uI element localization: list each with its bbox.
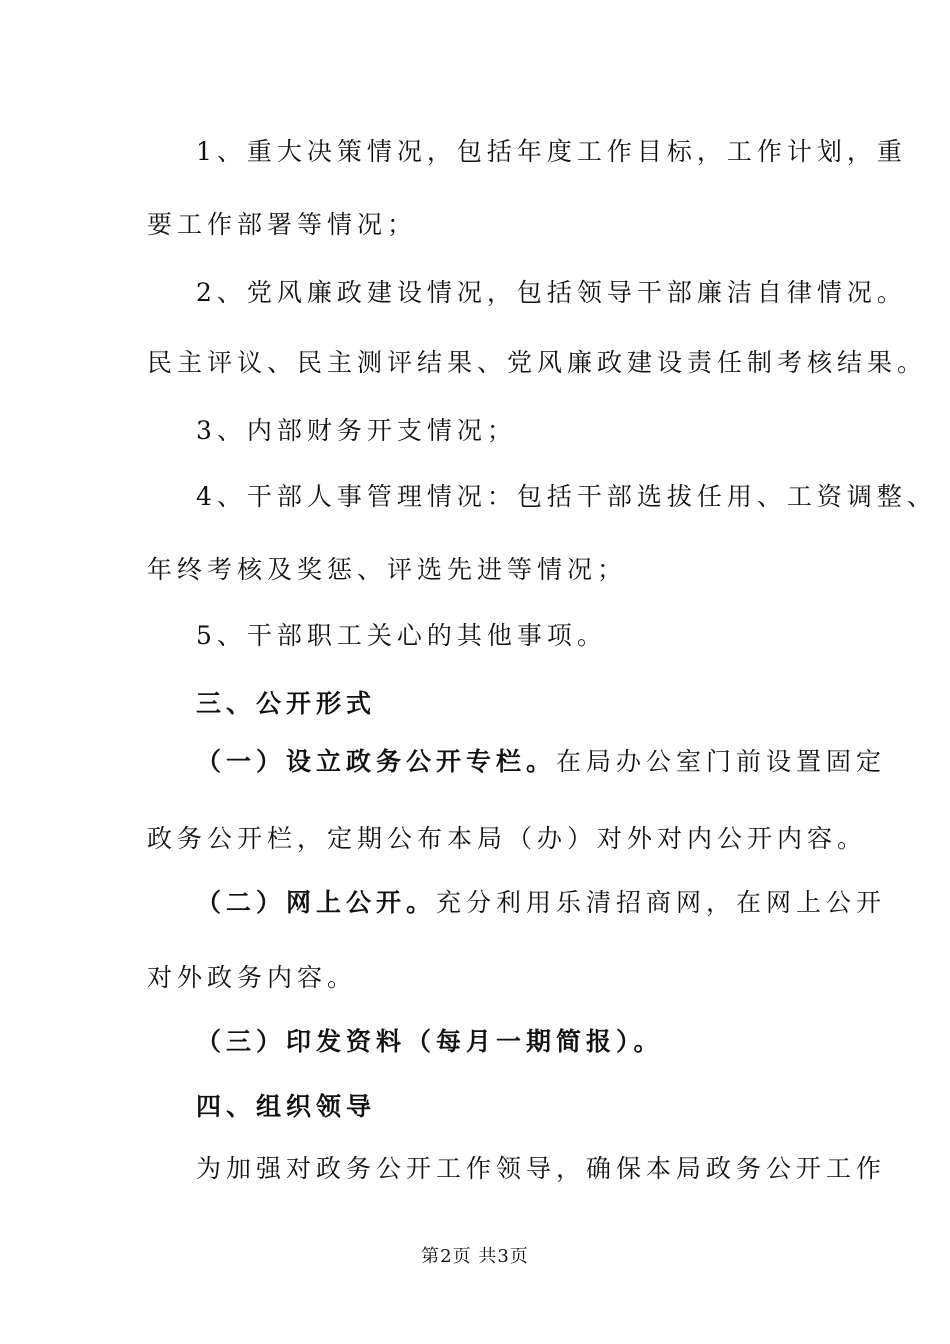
paragraph-item-1: 1、重大决策情况，包括年度工作目标，工作计划，重 bbox=[196, 137, 907, 166]
paragraph-item-4: 4、干部人事管理情况：包括干部选拔任用、工资调整、 bbox=[196, 482, 937, 511]
section-heading-4: 四、组织领导 bbox=[196, 1092, 377, 1121]
paragraph-item-1-continued: 要工作部署等情况； bbox=[147, 210, 418, 239]
paragraph-item-4-continued: 年终考核及奖惩、评选先进等情况； bbox=[147, 555, 628, 584]
subsection-2-title: （二）网上公开。 bbox=[196, 888, 437, 917]
subsection-1-continued: 政务公开栏，定期公布本局（办）对外对内公开内容。 bbox=[147, 824, 868, 853]
paragraph-item-2: 2、党风廉政建设情况，包括领导干部廉洁自律情况。 bbox=[196, 278, 907, 307]
subsection-1 bbox=[0, 744, 950, 780]
section-heading-3: 三、公开形式 bbox=[196, 689, 377, 718]
page-number-footer: 第2页 共3页 bbox=[421, 1246, 529, 1267]
subsection-2-continued: 对外政务内容。 bbox=[147, 963, 358, 992]
subsection-1-text: 在局办公室门前设置固定 bbox=[556, 747, 887, 776]
subsection-2 bbox=[0, 885, 950, 921]
subsection-3: （三）印发资料（每月一期简报）。 bbox=[196, 1027, 664, 1056]
subsection-2-text: 充分利用乐清招商网，在网上公开 bbox=[436, 888, 887, 917]
paragraph-item-2-continued: 民主评议、民主测评结果、党风廉政建设责任制考核结果。 bbox=[147, 348, 928, 377]
paragraph-item-3: 3、内部财务开支情况； bbox=[196, 416, 517, 445]
subsection-1-title: （一）设立政务公开专栏。 bbox=[196, 747, 557, 776]
paragraph-leadership: 为加强对政务公开工作领导，确保本局政务公开工作 bbox=[196, 1154, 887, 1183]
paragraph-item-5: 5、干部职工关心的其他事项。 bbox=[196, 621, 607, 650]
